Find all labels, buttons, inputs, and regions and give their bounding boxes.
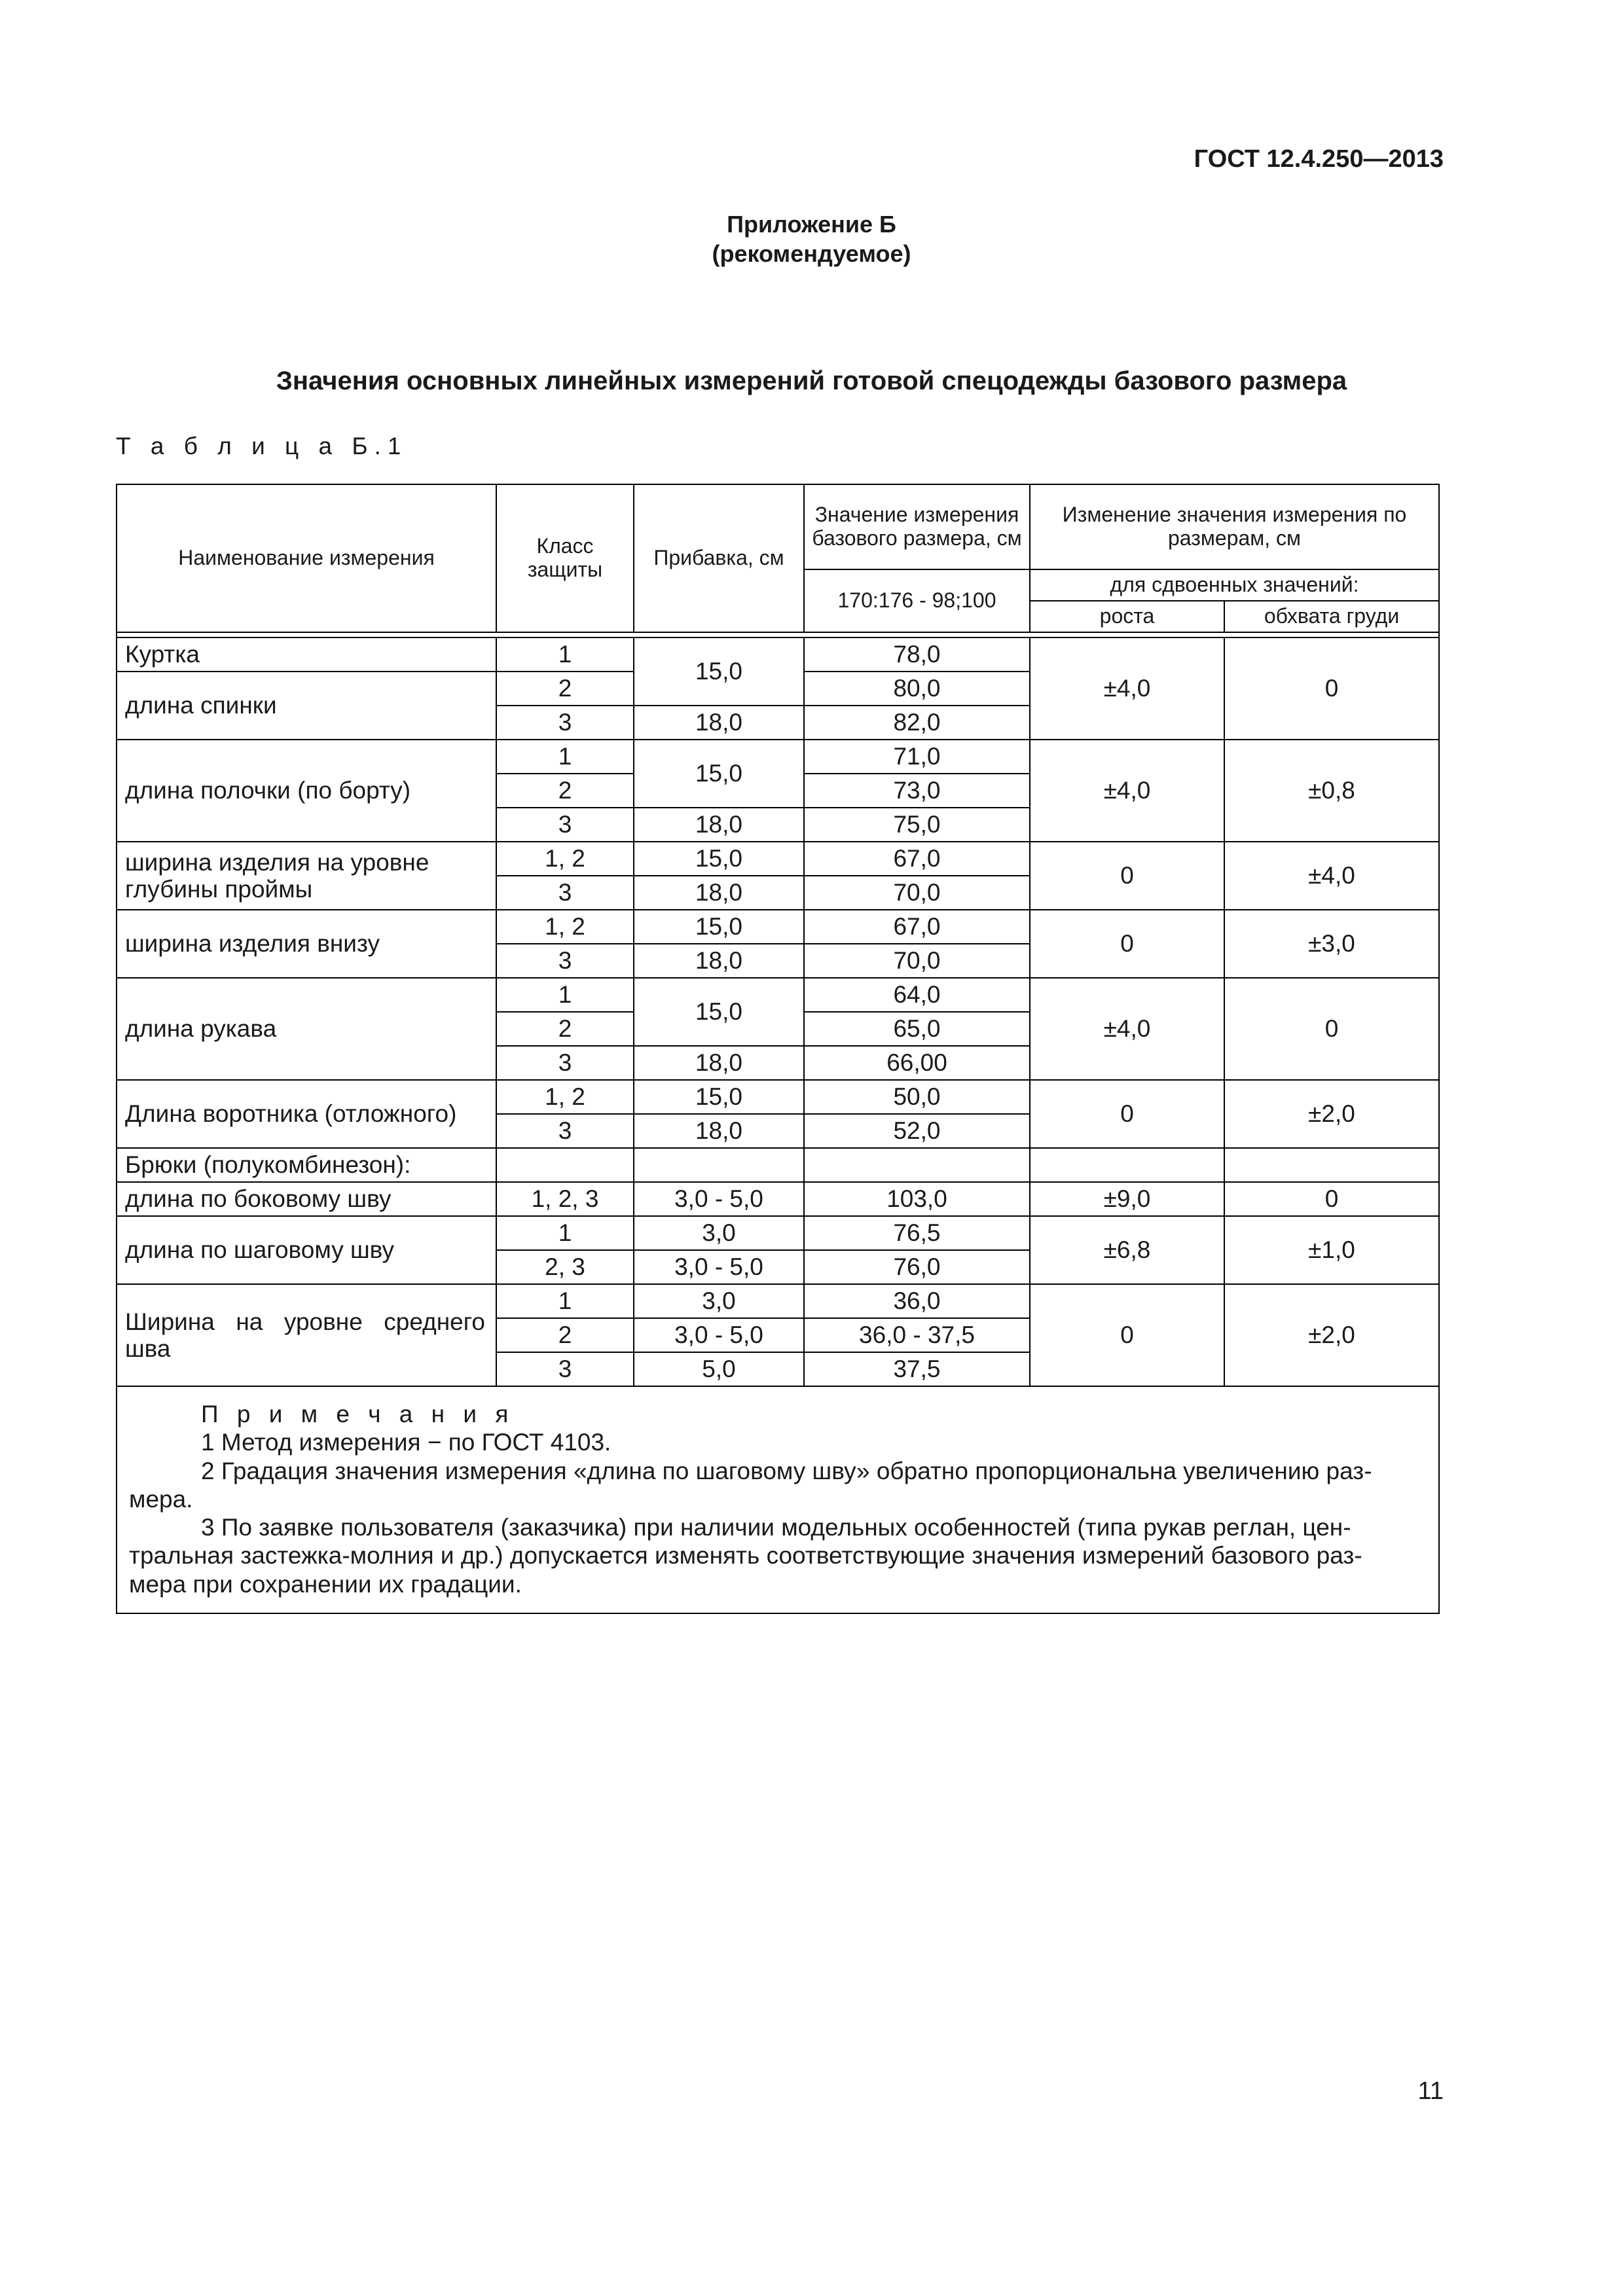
document-code: ГОСТ 12.4.250—2013 bbox=[1194, 145, 1444, 173]
class-cell: 3 bbox=[496, 1046, 634, 1080]
class-cell: 1 bbox=[496, 978, 634, 1012]
height-change-cell: ±4,0 bbox=[1030, 978, 1224, 1080]
empty-cell bbox=[634, 1148, 804, 1182]
notes-block bbox=[117, 1386, 1439, 1613]
value-cell: 67,0 bbox=[804, 910, 1030, 944]
chest-change-cell: ±3,0 bbox=[1224, 910, 1439, 978]
height-change-cell: 0 bbox=[1030, 910, 1224, 978]
class-cell: 3 bbox=[496, 706, 634, 740]
empty-cell bbox=[496, 1148, 634, 1182]
header-paired: для сдвоенных значений: bbox=[1030, 569, 1439, 601]
value-cell: 36,0 - 37,5 bbox=[804, 1318, 1030, 1352]
note-item: 1 Метод измерения − по ГОСТ 4103. bbox=[201, 1429, 611, 1456]
class-cell: 1 bbox=[496, 740, 634, 774]
class-cell: 1 bbox=[496, 1216, 634, 1250]
header-chest: обхвата груди bbox=[1224, 601, 1439, 632]
allowance-cell: 18,0 bbox=[634, 808, 804, 842]
height-change-cell: 0 bbox=[1030, 842, 1224, 910]
height-change-cell: ±9,0 bbox=[1030, 1182, 1224, 1216]
allowance-cell: 3,0 - 5,0 bbox=[634, 1318, 804, 1352]
allowance-cell: 15,0 bbox=[634, 842, 804, 876]
allowance-cell: 15,0 bbox=[634, 978, 804, 1046]
class-cell: 1, 2 bbox=[496, 1080, 634, 1114]
header-class: Класс защиты bbox=[496, 484, 634, 632]
section-jacket: Куртка bbox=[117, 637, 496, 672]
chest-change-cell: ±2,0 bbox=[1224, 1080, 1439, 1148]
chest-change-cell: ±0,8 bbox=[1224, 740, 1439, 842]
value-cell: 70,0 bbox=[804, 876, 1030, 910]
allowance-cell: 18,0 bbox=[634, 706, 804, 740]
value-cell: 37,5 bbox=[804, 1352, 1030, 1386]
value-cell: 103,0 bbox=[804, 1182, 1030, 1216]
allowance-cell: 18,0 bbox=[634, 1114, 804, 1148]
class-cell: 2, 3 bbox=[496, 1250, 634, 1284]
allowance-cell: 5,0 bbox=[634, 1352, 804, 1386]
measurements-table bbox=[116, 484, 1440, 1614]
allowance-cell: 3,0 - 5,0 bbox=[634, 1250, 804, 1284]
header-gap bbox=[117, 632, 1439, 637]
height-change-cell: 0 bbox=[1030, 1284, 1224, 1386]
header-name: Наименование измерения bbox=[117, 484, 496, 632]
measurement-name: ширина изделия на уровне глубины проймы bbox=[117, 842, 496, 910]
allowance-cell: 15,0 bbox=[634, 1080, 804, 1114]
allowance-cell: 3,0 - 5,0 bbox=[634, 1182, 804, 1216]
value-cell: 76,0 bbox=[804, 1250, 1030, 1284]
appendix-subtitle: (рекомендуемое) bbox=[712, 240, 911, 267]
header-base-size: 170:176 - 98;100 bbox=[804, 569, 1030, 632]
value-cell: 71,0 bbox=[804, 740, 1030, 774]
chest-change-cell: ±2,0 bbox=[1224, 1284, 1439, 1386]
measurement-name: Ширина на уровне среднего шва bbox=[117, 1284, 496, 1386]
allowance-cell: 18,0 bbox=[634, 876, 804, 910]
class-cell: 2 bbox=[496, 1012, 634, 1046]
measurement-name: длина спинки bbox=[117, 672, 496, 740]
class-cell: 1 bbox=[496, 1284, 634, 1318]
value-cell: 78,0 bbox=[804, 637, 1030, 672]
class-cell: 1, 2 bbox=[496, 842, 634, 876]
value-cell: 66,00 bbox=[804, 1046, 1030, 1080]
measurement-name: длина полочки (по борту) bbox=[117, 740, 496, 842]
value-cell: 65,0 bbox=[804, 1012, 1030, 1046]
measurement-name: Длина воротника (отложного) bbox=[117, 1080, 496, 1148]
header-height: роста bbox=[1030, 601, 1224, 632]
value-cell: 80,0 bbox=[804, 672, 1030, 706]
class-cell: 3 bbox=[496, 876, 634, 910]
allowance-cell: 15,0 bbox=[634, 910, 804, 944]
chest-change-cell: 0 bbox=[1224, 637, 1439, 740]
class-cell: 3 bbox=[496, 1352, 634, 1386]
appendix-title: Приложение Б bbox=[727, 211, 896, 238]
height-change-cell: ±4,0 bbox=[1030, 637, 1224, 740]
notes-heading: П р и м е ч а н и я bbox=[201, 1401, 515, 1427]
measurement-name: ширина изделия внизу bbox=[117, 910, 496, 978]
empty-cell bbox=[1224, 1148, 1439, 1182]
class-cell: 2 bbox=[496, 774, 634, 808]
chest-change-cell: 0 bbox=[1224, 1182, 1439, 1216]
value-cell: 36,0 bbox=[804, 1284, 1030, 1318]
chest-change-cell: ±4,0 bbox=[1224, 842, 1439, 910]
class-cell: 2 bbox=[496, 1318, 634, 1352]
value-cell: 52,0 bbox=[804, 1114, 1030, 1148]
height-change-cell: 0 bbox=[1030, 1080, 1224, 1148]
chest-change-cell: 0 bbox=[1224, 978, 1439, 1080]
main-title: Значения основных линейных измерений готовой спецодежды базового размера bbox=[276, 367, 1347, 395]
allowance-cell: 18,0 bbox=[634, 1046, 804, 1080]
note-item: 2 Градация значения измерения «длина по шаговому шву» обратно пропорциональна увеличению раз-мера. bbox=[129, 1457, 1372, 1513]
value-cell: 73,0 bbox=[804, 774, 1030, 808]
class-cell: 3 bbox=[496, 808, 634, 842]
measurement-name: длина рукава bbox=[117, 978, 496, 1080]
measurement-name: длина по боковому шву bbox=[117, 1182, 496, 1216]
value-cell: 75,0 bbox=[804, 808, 1030, 842]
empty-cell bbox=[1030, 1148, 1224, 1182]
class-cell: 1, 2, 3 bbox=[496, 1182, 634, 1216]
value-cell: 76,5 bbox=[804, 1216, 1030, 1250]
chest-change-cell: ±1,0 bbox=[1224, 1216, 1439, 1284]
value-cell: 67,0 bbox=[804, 842, 1030, 876]
section-trousers: Брюки (полукомбинезон): bbox=[117, 1148, 496, 1182]
height-change-cell: ±4,0 bbox=[1030, 740, 1224, 842]
class-cell: 3 bbox=[496, 944, 634, 978]
header-base-value: Значение измерения базового размера, см bbox=[804, 484, 1030, 569]
header-change: Изменение значения измерения по размерам, см bbox=[1030, 484, 1439, 569]
allowance-cell: 18,0 bbox=[634, 944, 804, 978]
class-cell: 2 bbox=[496, 672, 634, 706]
allowance-cell: 15,0 bbox=[634, 740, 804, 808]
value-cell: 70,0 bbox=[804, 944, 1030, 978]
value-cell: 82,0 bbox=[804, 706, 1030, 740]
measurements-table-wrapper bbox=[116, 484, 1440, 1614]
value-cell: 64,0 bbox=[804, 978, 1030, 1012]
allowance-cell: 15,0 bbox=[634, 637, 804, 706]
table-label: Т а б л и ц а Б.1 bbox=[116, 433, 408, 459]
height-change-cell: ±6,8 bbox=[1030, 1216, 1224, 1284]
allowance-cell: 3,0 bbox=[634, 1216, 804, 1250]
class-cell: 1, 2 bbox=[496, 910, 634, 944]
value-cell: 50,0 bbox=[804, 1080, 1030, 1114]
class-cell: 3 bbox=[496, 1114, 634, 1148]
class-cell: 1 bbox=[496, 637, 634, 672]
page-number: 11 bbox=[1417, 2077, 1444, 2105]
measurement-name: длина по шаговому шву bbox=[117, 1216, 496, 1284]
header-allowance: Прибавка, см bbox=[634, 484, 804, 632]
note-item: 3 По заявке пользователя (заказчика) при наличии модельных особенностей (типа рукав реглан, цен-тральная застежка-молния и др.) допускается изменять соответствующие значения измерений базового раз-мера при сохранении их градации. bbox=[129, 1514, 1362, 1598]
allowance-cell: 3,0 bbox=[634, 1284, 804, 1318]
empty-cell bbox=[804, 1148, 1030, 1182]
